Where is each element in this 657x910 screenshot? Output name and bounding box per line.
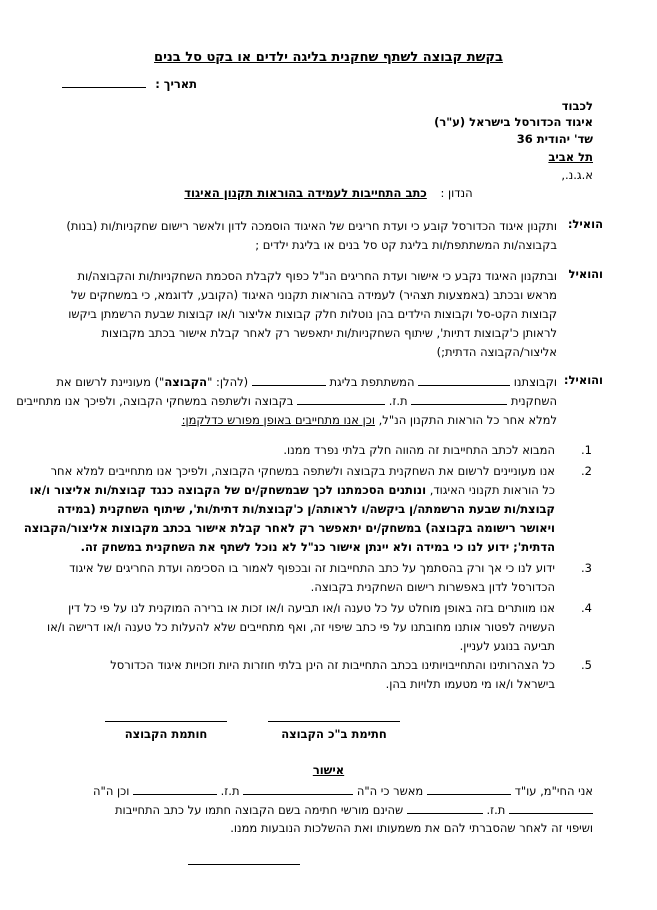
date-row	[62, 76, 197, 91]
item-5-line: כל הצהרותינו והתחייבויותינו בכתב התחייבות זה הינן בלתי חוזרות היות וזכויות איגוד הכדורסל	[110, 658, 555, 672]
whereas-2-label: והואיל	[568, 267, 603, 281]
salutation: א.ג.נ.,	[561, 168, 593, 182]
whereas-3-f: ת.ז.	[388, 394, 408, 408]
whereas-3-label: והואיל:	[563, 373, 603, 387]
whereas-2-line: ובתקנון האיגוד נקבע כי אישור ועדת החריגים הנ"ל כפוף לקבלת הסכמת השחקניות/ות והקבוצה/ות	[77, 269, 557, 283]
player-name-field[interactable]	[411, 393, 507, 405]
item-2-line: כל הוראות תקנוני האיגוד, ונותנים הסכמתנו לכך שבמשחק/ים של הקבוצה כנגד קבוצת/ות אליצור ו/או	[29, 483, 555, 497]
whereas-3-h-underline: וכן אנו מתחייבים באופן מפורש כדלקמן:	[181, 413, 375, 427]
whereas-3-defined: (להלן: "הקבוצה") מעוניינת לרשום את	[56, 375, 249, 389]
date-field[interactable]	[62, 76, 146, 88]
signer-2-name-field[interactable]	[509, 802, 593, 814]
approval-line-1	[93, 783, 593, 798]
whereas-3-h: למלא אחר כל הוראות התקנון הנ"ל,	[378, 413, 557, 427]
whereas-3-g: בקבוצה ולשתפה במשחקי הקבוצה, ולפיכך אנו מתחייבים	[16, 394, 294, 408]
subject-row	[0, 186, 657, 200]
recipient-city: תל אביב	[548, 150, 593, 164]
stamp-signature-label: חותמת הקבוצה	[124, 727, 208, 741]
recipient-to: לכבוד	[561, 99, 593, 113]
stamp-signature-line[interactable]	[105, 721, 227, 722]
item-2-line: אנו מעוניינים לרשום את השחקנית בקבוצה ולשתפה במשחקי הקבוצה, ולפיכך אנו מתחייבים למלא אחר	[50, 464, 555, 478]
recipient-street: שד' יהודית 36	[516, 132, 593, 146]
item-2-line: קבוצת/ות שבעת הרשמתה/ן ביקשה/ו לראותה/ן כ'קבוצת/ות דתית/ות', שיתוף השחקנית (במידה	[57, 502, 555, 516]
item-number: 3.	[581, 561, 592, 575]
item-text	[60, 559, 555, 597]
item-text	[46, 599, 555, 656]
whereas-3-line-3	[60, 411, 557, 430]
approval-e: ת.ז.	[486, 803, 506, 817]
item-3-line: הכדורסל לדון באפשרות רישום השחקנית בקבוצה.	[310, 580, 555, 594]
league-name-field[interactable]	[252, 374, 326, 386]
whereas-3-a: וקבוצתנו	[513, 375, 557, 389]
item-text: המבוא לכתב התחייבות זה מהווה חלק בלתי נפרד ממנו.	[283, 443, 555, 457]
board-signature-line[interactable]	[268, 721, 400, 722]
item-4-line: תביעה בנוגע לעניין.	[459, 639, 555, 653]
document-title: בקשת קבוצה לשתף שחקנית בליגה ילדים או בקט סל בנים	[154, 50, 503, 65]
whereas-3-text	[16, 373, 557, 430]
item-5-line: בישראל ו/או מי מטעמו תלויות בהן.	[385, 677, 555, 691]
signer-1-id-field[interactable]	[133, 783, 217, 795]
whereas-3-line-2	[16, 392, 557, 411]
whereas-2-line: מראש ובכתב (באמצעות תצהיר) לעמידה בהוראות תקנוני האיגוד (הקובע, לדוגמא, כי במשחקים של	[71, 288, 557, 302]
whereas-1-line: בקבוצה/ות המשתתפת/ות בליגת קט סל בנים או בליגת ילדים ;	[255, 238, 557, 252]
item-text	[23, 462, 555, 557]
signer-1-name-field[interactable]	[243, 783, 353, 795]
item-number: 4.	[581, 601, 592, 615]
approval-f: שהינם מורשי חתימה בשם הקבוצה חתמו על כתב התחייבות	[115, 803, 404, 817]
lawyer-name-field[interactable]	[427, 783, 511, 795]
whereas-2-line: אליצור/הקבוצה הדתית;)	[436, 345, 557, 359]
subject-label: הנדון :	[440, 186, 473, 200]
defined-term: הקבוצה	[164, 375, 208, 389]
board-signature-label: חתימת ב"כ הקבוצה	[281, 727, 387, 741]
approval-title: אישור	[312, 763, 345, 777]
item-4-line: העשויה לפטור אותנו מחובתנו על פי כתב שיפוי זה, ואף מתחייבים שלא להעלות כל טענה ו/או דרישה ו/או	[46, 620, 555, 634]
signer-2-id-field[interactable]	[407, 802, 483, 814]
approval-line-2	[115, 802, 593, 817]
whereas-2-text	[60, 267, 557, 362]
item-number: 1.	[581, 443, 592, 457]
player-id-field[interactable]	[297, 393, 385, 405]
subject-text: כתב התחייבות לעמידה בהוראות תקנון האיגוד	[184, 186, 427, 200]
whereas-3-b: המשתתפת בליגת	[329, 375, 415, 389]
approval-d: וכן ה"ה	[93, 784, 130, 798]
item-3-line: ידוע לנו כי אך ורק בהסתמך על כתב התחייבות זה ובכפוף לאמור בו הסכימה ועדת החריגים של איגוד	[69, 561, 555, 575]
whereas-1-line: ותקנון איגוד הכדורסל קובע כי ועדת חריגים של האיגוד הוסמכה לדון ולאשר רישום שחקניות/ות (בנות)	[66, 219, 557, 233]
whereas-2-line: קבוצות הקט-סל וקבוצות הילדים בהן נוטלות חלק קבוצות אליצור ו/או קבוצות שבעת הרשמתן ביקשו	[68, 307, 557, 321]
approval-b: מאשר כי ה"ה	[356, 784, 424, 798]
whereas-3-line-1	[56, 373, 557, 392]
item-text	[60, 656, 555, 694]
date-label: תאריך :	[155, 77, 197, 91]
recipient-org: איגוד הכדורסל בישראל (ע"ר)	[434, 115, 593, 129]
item-number: 2.	[581, 464, 592, 478]
approval-c: ת.ז.	[220, 784, 240, 798]
team-name-field[interactable]	[418, 374, 510, 386]
item-number: 5.	[581, 658, 592, 672]
whereas-1-label: הואיל:	[567, 217, 603, 231]
item-2-line: הדתית'; ידוע לנו כי במידה ולא יינתן אישור כנ"ל לא נוכל לשתף את השחקנית במשחק זה.	[80, 540, 555, 554]
approval-line-3: ושיפוי זה לאחר שהסברתי להם את משמעותו ואת ההשלכות הנובעות ממנו.	[230, 821, 593, 835]
item-2-line: ויאושר רישומה בקבוצה) במשחק/ים יתאפשר רק לאחר קבלת אישור בכתב מקבוצות אליצור/הקבוצה	[23, 521, 555, 535]
item-4-line: אנו מוותרים בזה באופן מוחלט על כל טענה ו/או תביעה ו/או זכות או ברירה המוקנית לנו על פי כל דין	[68, 601, 555, 615]
lawyer-signature-line[interactable]	[188, 864, 300, 865]
whereas-3-e: השחקנית	[510, 394, 557, 408]
approval-a: אני החי"מ, עו"ד	[514, 784, 593, 798]
whereas-2-line: לראותן כ'קבוצות דתיות', שיתוף השחקניות/ות יתאפשר רק לאחר קבלת אישור בכתב מקבוצות	[101, 326, 557, 340]
whereas-1-text	[60, 217, 557, 255]
